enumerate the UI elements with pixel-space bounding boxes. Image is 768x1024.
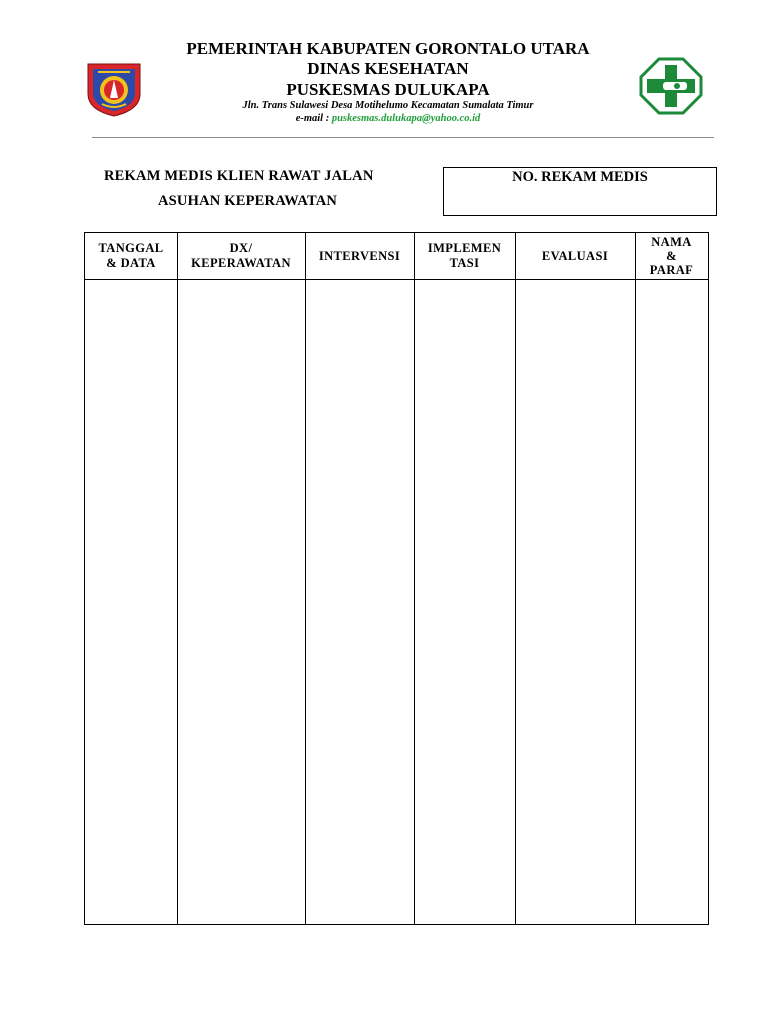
- form-title-line2: ASUHAN KEPERAWATAN: [158, 193, 338, 209]
- column-divider: [635, 233, 636, 924]
- header-address: Jln. Trans Sulawesi Desa Motihelumo Kecamatan Sumalata Timur: [242, 100, 534, 111]
- column-header-intervensi: [305, 233, 414, 279]
- column-header-line: KEPERAWATAN: [191, 256, 291, 270]
- column-header-implementasi: [414, 233, 515, 279]
- header-divider: [92, 137, 714, 138]
- column-header-line: IMPLEMEN: [427, 241, 502, 255]
- column-header-line: INTERVENSI: [318, 248, 401, 263]
- header-email-link[interactable]: puskesmas.dulukapa@yahoo.co.id: [331, 113, 481, 124]
- column-header-line: &: [666, 249, 677, 263]
- header-email-line: [0, 113, 768, 124]
- column-header-evaluasi: [515, 233, 635, 279]
- column-header-nama-paraf: [635, 233, 708, 279]
- column-header-line: & DATA: [106, 256, 156, 270]
- column-header-line: NAMA: [651, 235, 692, 249]
- record-number-label: NO. REKAM MEDIS: [512, 169, 648, 185]
- header-email-label: e-mail :: [295, 113, 332, 124]
- nursing-care-table: [84, 232, 709, 925]
- column-divider: [177, 233, 178, 924]
- column-divider: [414, 233, 415, 924]
- header-puskesmas-name: PUSKESMAS DULUKAPA: [286, 80, 490, 99]
- column-header-dx: [177, 233, 305, 279]
- column-header-line: PARAF: [649, 263, 694, 277]
- column-header-line: EVALUASI: [541, 248, 609, 263]
- header-row-divider: [85, 279, 708, 280]
- column-header-line: DX/: [229, 241, 253, 255]
- column-divider: [515, 233, 516, 924]
- column-header-line: TANGGAL: [98, 241, 164, 255]
- column-divider: [305, 233, 306, 924]
- column-header-tanggal: [85, 233, 177, 279]
- header-government-name: PEMERINTAH KABUPATEN GORONTALO UTARA: [186, 39, 590, 58]
- form-title-line1: REKAM MEDIS KLIEN RAWAT JALAN: [104, 168, 374, 184]
- column-header-line: TASI: [449, 256, 480, 270]
- record-number-field[interactable]: [443, 167, 717, 216]
- header-department-name: DINAS KESEHATAN: [307, 59, 469, 78]
